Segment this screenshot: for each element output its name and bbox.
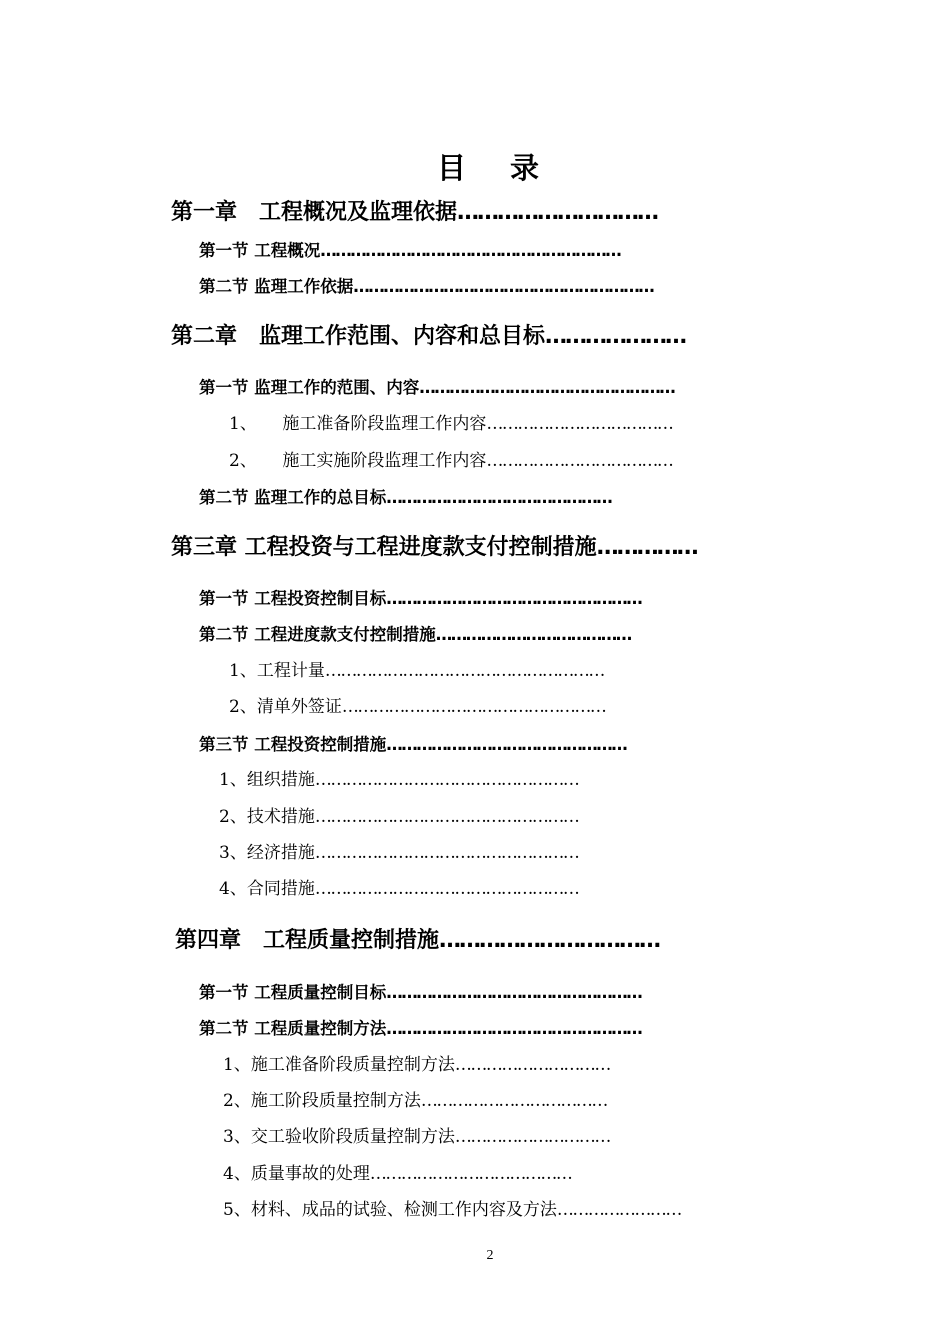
toc-chapter-3[interactable] <box>171 537 697 559</box>
toc-leader-dots: …………………………… <box>439 928 660 953</box>
toc-entry-text: 第一节 监理工作的范围、内容 <box>199 378 420 397</box>
toc-entry-text: 第一节 工程质量控制目标 <box>199 983 387 1002</box>
toc-chapter-1[interactable] <box>171 202 657 224</box>
toc-leader-dots: …………………………………………… <box>386 983 642 1002</box>
toc-leader-dots: ……………………………………… <box>386 488 612 507</box>
toc-item[interactable] <box>223 1129 610 1146</box>
toc-item[interactable] <box>223 1166 571 1183</box>
toc-entry-text: 3、交工验收阶段质量控制方法 <box>223 1127 455 1147</box>
toc-item[interactable] <box>229 453 672 470</box>
toc-entry-text: 第一节 工程投资控制目标 <box>199 589 387 608</box>
toc-entry-text: 1、 施工准备阶段监理工作内容 <box>229 414 487 434</box>
toc-title <box>0 146 950 187</box>
toc-leader-dots: ………………………… <box>454 1127 610 1147</box>
toc-entry-text: 第二节 监理工作依据 <box>199 277 354 296</box>
toc-entry-text: 2、施工阶段质量控制方法 <box>223 1091 421 1111</box>
toc-item[interactable] <box>219 845 578 862</box>
toc-chapter-2[interactable] <box>171 326 685 348</box>
toc-item[interactable] <box>219 881 578 898</box>
toc-section[interactable] <box>199 985 641 1002</box>
toc-section[interactable] <box>199 380 674 397</box>
toc-entry-text: 2、清单外签证 <box>229 697 342 717</box>
toc-item[interactable] <box>229 663 604 680</box>
toc-chapter-4[interactable] <box>175 930 659 952</box>
toc-entry-text: 5、材料、成品的试验、检测工作内容及方法 <box>223 1200 557 1220</box>
toc-entry-text: 4、质量事故的处理 <box>223 1164 370 1184</box>
toc-leader-dots: …………………………………………………… <box>353 277 654 296</box>
toc-leader-dots: ………………………… <box>454 1055 610 1075</box>
toc-item[interactable] <box>229 416 672 433</box>
toc-leader-dots: ……………………………… <box>486 451 673 471</box>
toc-entry-text: 第一节 工程概况 <box>199 241 321 260</box>
toc-item[interactable] <box>223 1202 681 1219</box>
page-number: 2 <box>486 1248 494 1263</box>
toc-leader-dots: …………………………………………………… <box>320 241 621 260</box>
toc-entry-text: 第二章 监理工作范围、内容和总目标 <box>171 324 546 349</box>
toc-item[interactable] <box>223 1057 610 1074</box>
toc-entry-text: 1、施工准备阶段质量控制方法 <box>223 1055 455 1075</box>
toc-entry-text: 1、组织措施 <box>219 770 315 790</box>
toc-entry-text: 第三章 工程投资与工程进度款支付控制措施 <box>171 535 597 560</box>
toc-leader-dots: …………………………………………… <box>314 807 579 827</box>
toc-item[interactable] <box>219 772 578 789</box>
toc-leader-dots: ………………………………… <box>435 625 631 644</box>
toc-entry-text: 4、合同措施 <box>219 879 315 899</box>
toc-leader-dots: ………………… <box>545 324 686 349</box>
toc-item[interactable] <box>229 699 605 716</box>
toc-leader-dots: …………………………………………… <box>341 697 606 717</box>
toc-entry-text: 第四章 工程质量控制措施 <box>175 928 440 953</box>
toc-entry-text: 2、 施工实施阶段监理工作内容 <box>229 451 487 471</box>
toc-leader-dots: …………………………………………… <box>314 879 579 899</box>
toc-leader-dots: ………………………… <box>457 200 658 225</box>
toc-entry-text: 第二节 工程质量控制方法 <box>199 1019 387 1038</box>
toc-entry-text: 第一章 工程概况及监理依据 <box>171 200 458 225</box>
toc-leader-dots: …………………… <box>556 1200 681 1220</box>
toc-entry-text: 第三节 工程投资控制措施 <box>199 735 387 754</box>
toc-leader-dots: ……………………………… <box>420 1091 607 1111</box>
toc-section[interactable] <box>199 490 611 507</box>
toc-section[interactable] <box>199 279 653 296</box>
toc-entry-text: 第二节 监理工作的总目标 <box>199 488 387 507</box>
toc-leader-dots: ………………………………… <box>369 1164 572 1184</box>
toc-leader-dots: ……………………………… <box>486 414 673 434</box>
toc-item[interactable] <box>219 809 578 826</box>
toc-leader-dots: …………………………………………… <box>386 1019 642 1038</box>
toc-leader-dots: ……………………………………………… <box>324 661 604 681</box>
toc-leader-dots: …………………………………………… <box>314 843 579 863</box>
toc-section[interactable] <box>199 627 631 644</box>
toc-entry-text: 3、经济措施 <box>219 843 315 863</box>
toc-title-char-1: 目 <box>436 151 466 185</box>
toc-entry-text: 2、技术措施 <box>219 807 315 827</box>
toc-section[interactable] <box>199 591 641 608</box>
toc-title-char-2: 录 <box>510 151 540 185</box>
toc-leader-dots: ………………………………………… <box>386 735 627 754</box>
toc-leader-dots: …………………………………………… <box>386 589 642 608</box>
toc-section[interactable] <box>199 1021 641 1038</box>
toc-item[interactable] <box>223 1093 607 1110</box>
toc-leader-dots: …………………………………………… <box>314 770 579 790</box>
toc-entry-text: 1、工程计量 <box>229 661 325 681</box>
toc-section[interactable] <box>199 737 626 754</box>
toc-leader-dots: …………………………………………… <box>419 378 675 397</box>
toc-section[interactable] <box>199 243 620 260</box>
toc-leader-dots: …………… <box>596 535 697 560</box>
toc-entry-text: 第二节 工程进度款支付控制措施 <box>199 625 436 644</box>
